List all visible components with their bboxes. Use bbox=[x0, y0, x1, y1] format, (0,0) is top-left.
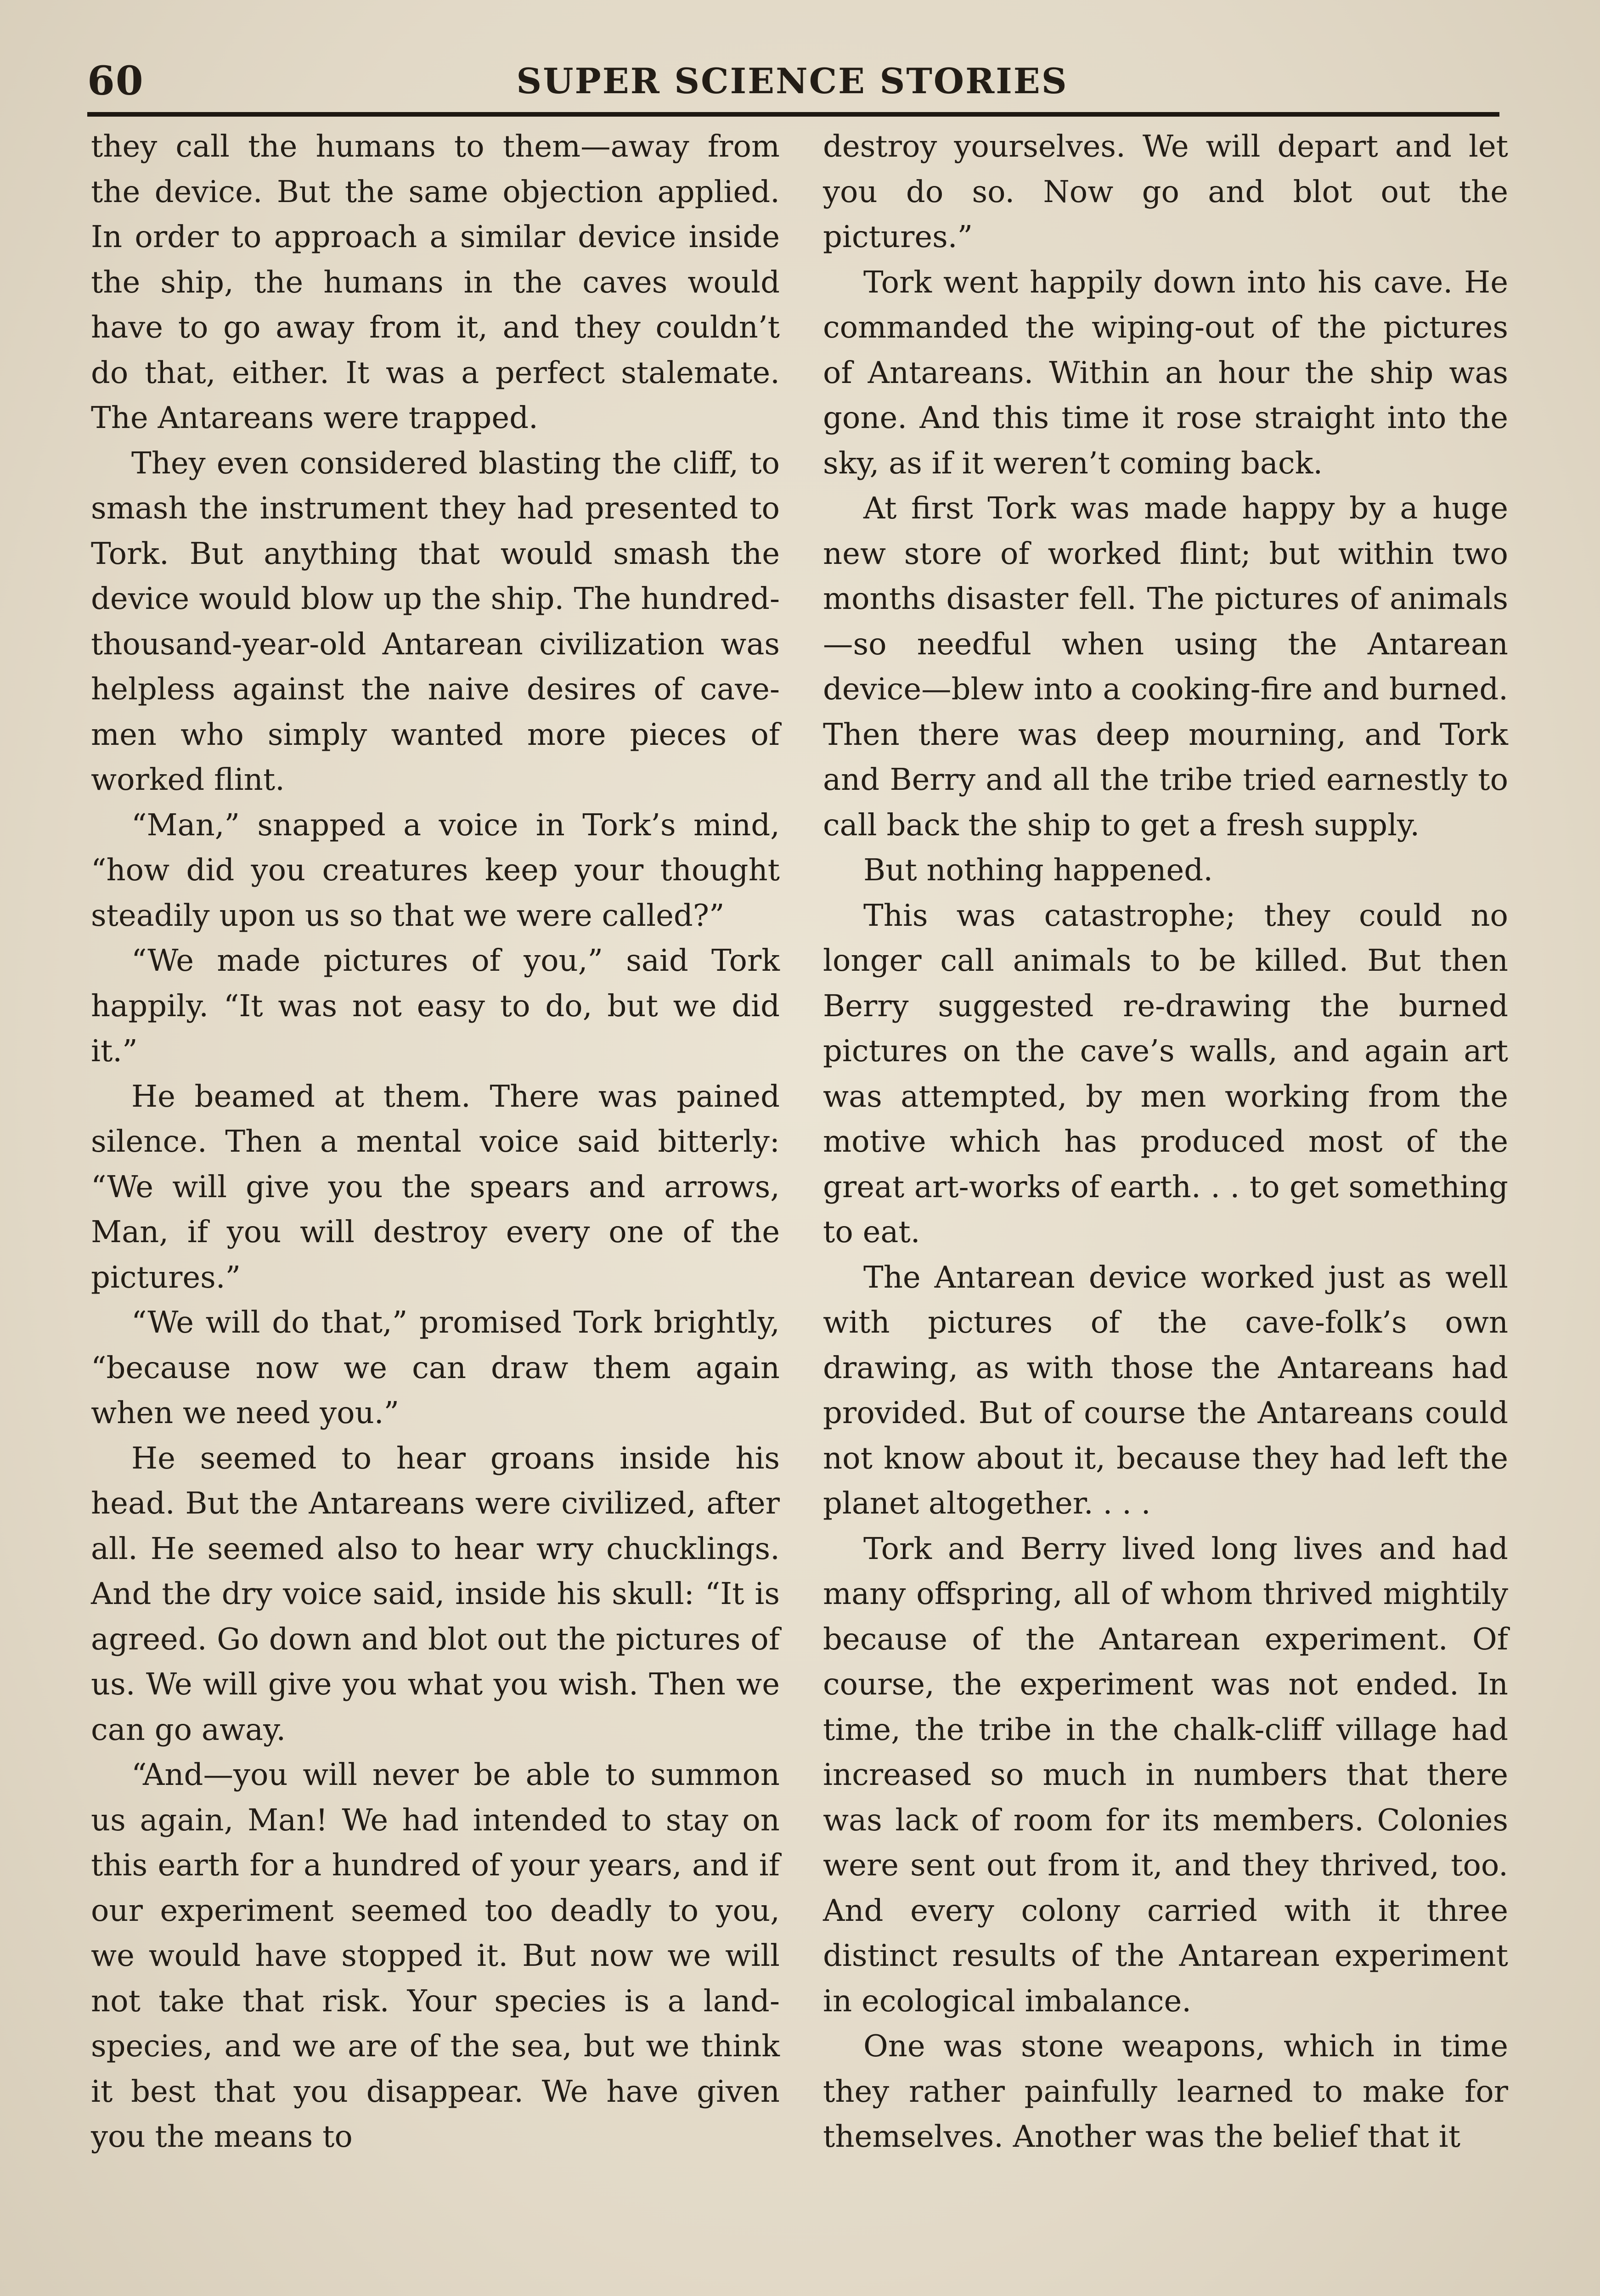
paragraph: they call the humans to them—away from the device. But the same objection applied. In order to approach a similar device inside the ship, the humans in the caves would have to go away from it, and they couldn’t do that, either. It was a perfect stalemate. The Antareans were trapped. bbox=[91, 129, 780, 435]
paragraph: He seemed to hear groans inside his head. But the Antareans were civilized, after all. He seemed also to hear wry chucklings. And the dry voice said, inside his skull: “It is agreed. Go down and blot out the pictures of us. We will give you what you wish. Then we can go away. bbox=[91, 1441, 780, 1747]
left-column bbox=[91, 124, 780, 2160]
header-rule bbox=[87, 112, 1499, 117]
paragraph: One was stone weapons, which in time they rather painfully learned to make for themselves. Another was the belief that it bbox=[823, 2029, 1508, 2154]
paragraph: “Man,” snapped a voice in Tork’s mind, “how did you creatures keep your thought steadily upon us so that we were called?” bbox=[91, 807, 780, 933]
paragraph: Tork went happily down into his cave. He commanded the wiping-out of the pictures of Antareans. Within an hour the ship was gone. And this time it rose straight into the sky, as if it weren’t coming back. bbox=[823, 264, 1508, 481]
right-column bbox=[823, 124, 1508, 2160]
paragraph: Tork and Berry lived long lives and had many offspring, all of whom thrived mightily because of the Antarean experiment. Of course, the experiment was not ended. In time, the tribe in the chalk-cliff village had increased so much in numbers that there was lack of room for its members. Colonies were sent out from it, and they thrived, too. And every colony carried with it three distinct results of the Antarean experiment in ecological imbalance. bbox=[823, 1531, 1508, 2019]
paragraph: He beamed at them. There was pained silence. Then a mental voice said bitterly: “We will give you the spears and arrows, Man, if you will destroy every one of the pictures.” bbox=[91, 1079, 780, 1295]
page-header bbox=[87, 54, 1497, 114]
paragraph: At first Tork was made happy by a huge new store of worked flint; but within two months disaster fell. The pictures of animals—so needful when using the Antarean device—blew into a cooking-fire and burned. Then there was deep mourning, and Tork and Berry and all the tribe tried earnestly to call back the ship to get a fresh supply. bbox=[823, 491, 1508, 843]
paragraph: But nothing happened. bbox=[863, 853, 1213, 888]
paragraph: They even considered blasting the cliff, to smash the instrument they had presented to Tork. But anything that would smash the device would blow up the ship. The hundred-thousand-year-old Antarean civilization was helpless against the naive desires of cave-men who simply wanted more pieces of worked flint. bbox=[91, 445, 780, 797]
running-title: SUPER SCIENCE STORIES bbox=[516, 61, 1068, 101]
paragraph: “We made pictures of you,” said Tork happily. “It was not easy to do, but we did it.” bbox=[91, 943, 780, 1069]
paragraph: destroy yourselves. We will depart and let you do so. Now go and blot out the pictures.” bbox=[823, 129, 1508, 254]
paragraph: “We will do that,” promised Tork brightly, “because now we can draw them again when we need you.” bbox=[91, 1305, 780, 1430]
paragraph: “And—you will never be able to summon us again, Man! We had intended to stay on this earth for a hundred of your years, and if our experiment seemed too deadly to you, we would have stopped it. But now we will not take that risk. Your species is a land-species, and we are of the sea, but we think it best that you disappear. We have given you the means to bbox=[91, 1757, 780, 2154]
paragraph: This was catastrophe; they could no longer call animals to be killed. But then Berry suggested re-drawing the burned pictures on the cave’s walls, and again art was attempted, by men working from the motive which has produced most of the great art-works of earth. . . to get something to eat. bbox=[823, 898, 1508, 1249]
paragraph: The Antarean device worked just as well with pictures of the cave-folk’s own drawing, as with those the Antareans had provided. But of course the Antareans could not know about it, because they had left the planet altogether. . . . bbox=[823, 1260, 1508, 1521]
page-number: 60 bbox=[87, 58, 144, 104]
